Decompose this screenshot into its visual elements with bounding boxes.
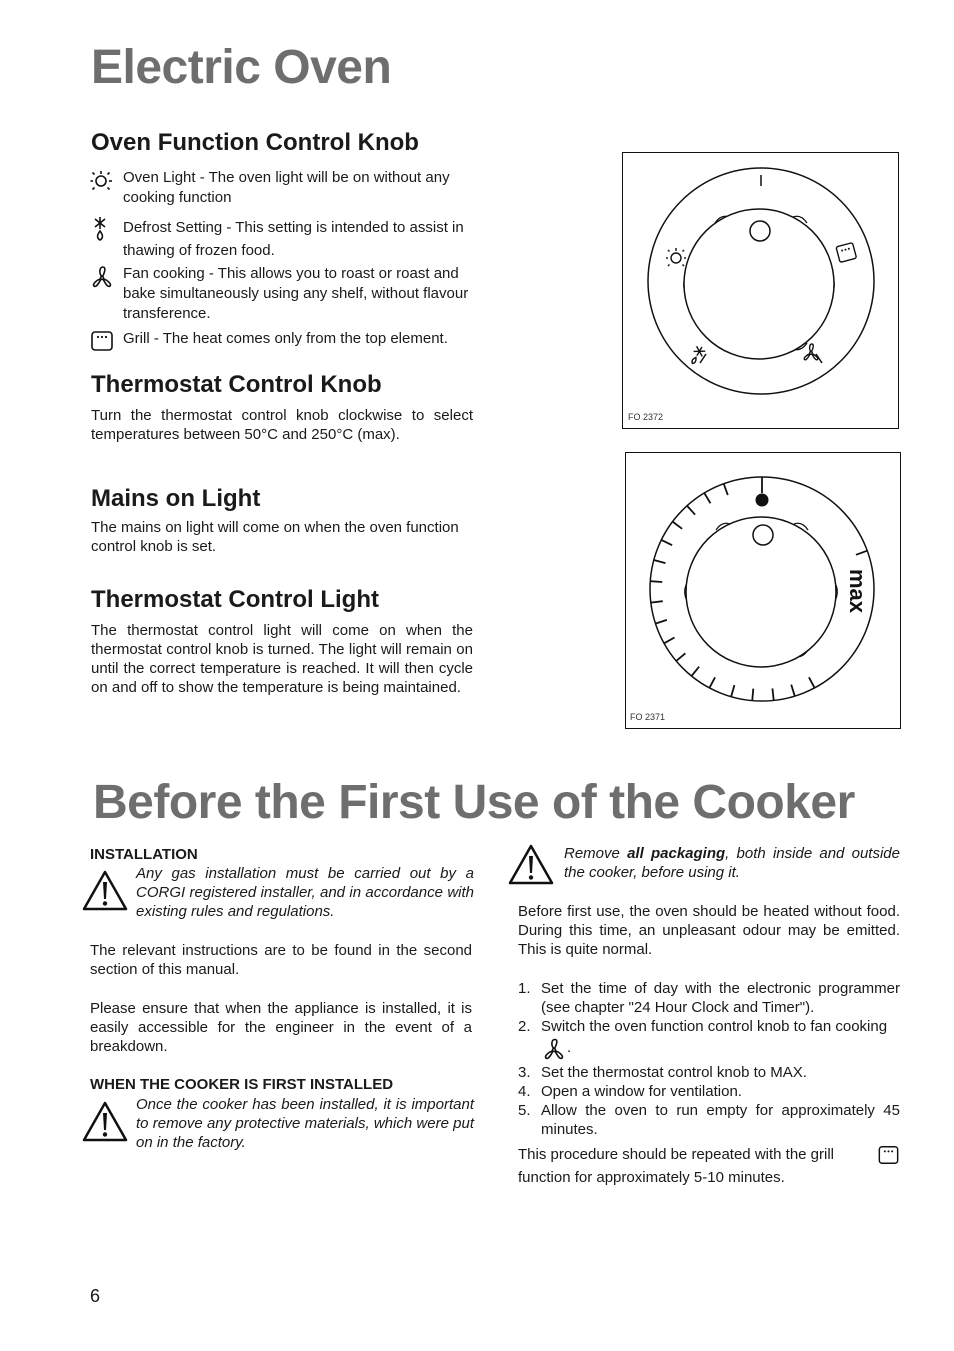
dial-tick bbox=[655, 620, 666, 624]
heading-first-installed: WHEN THE COOKER IS FIRST INSTALLED bbox=[90, 1076, 394, 1093]
dial-tick bbox=[731, 685, 734, 697]
packaging-warning-bold: all packaging bbox=[627, 845, 726, 862]
grill-icon bbox=[877, 1144, 900, 1166]
installation-warning-text: Any gas installation must be carried out by a CORGI registered installer, and in accordance with existing rules and regulations. bbox=[136, 865, 474, 920]
warning-icon bbox=[82, 870, 128, 912]
packaging-warning-before: Remove bbox=[564, 845, 628, 862]
installation-para1: The relevant instructions are to be found in the second section of this manual. bbox=[90, 942, 472, 978]
heading-thermostat-knob: Thermostat Control Knob bbox=[91, 371, 382, 398]
step-text: Set the time of day with the electronic programmer (see chapter "24 Hour Clock and Timer"). bbox=[541, 980, 900, 1016]
first-use-steps bbox=[518, 979, 900, 1139]
step-item bbox=[518, 1101, 900, 1139]
dial-tick bbox=[676, 653, 685, 661]
dial-tick bbox=[791, 685, 795, 696]
dial-tick bbox=[752, 689, 753, 701]
heading-installation: INSTALLATION bbox=[90, 846, 198, 863]
figure-function-knob bbox=[622, 152, 899, 429]
step2-suffix: . bbox=[567, 1038, 572, 1056]
packaging-warning-after: , both inside and outside the cooker, before using it. bbox=[564, 845, 900, 881]
step-number: 3. bbox=[518, 1064, 531, 1081]
oven-light-icon bbox=[90, 168, 114, 192]
function-item-text: Defrost Setting - This setting is intended to assist in thawing of frozen food. bbox=[123, 219, 464, 259]
packaging-warning bbox=[508, 844, 900, 886]
figure-thermostat-knob bbox=[625, 452, 901, 729]
function-item-fan bbox=[90, 264, 474, 326]
step-text: Allow the oven to run empty for approximately 45 minutes. bbox=[541, 1102, 900, 1138]
step-text: Switch the oven function control knob to fan cooking bbox=[541, 1018, 888, 1035]
grill-icon bbox=[90, 329, 114, 353]
first-installed-warning bbox=[82, 1095, 474, 1155]
page-title-before-first-use: Before the First Use of the Cooker bbox=[93, 776, 855, 829]
step-item bbox=[518, 1063, 900, 1082]
heading-thermostat-light: Thermostat Control Light bbox=[91, 586, 379, 613]
defrost-icon bbox=[90, 216, 114, 242]
step-item bbox=[518, 1017, 900, 1063]
figure-code-label: FO 2371 bbox=[630, 712, 666, 722]
dial-tick bbox=[650, 581, 662, 582]
dial-tick bbox=[654, 560, 666, 563]
dial-tick bbox=[664, 637, 674, 643]
step-item bbox=[518, 979, 900, 1017]
packaging-warning-text bbox=[564, 844, 900, 882]
step-number: 4. bbox=[518, 1083, 531, 1100]
installation-warning bbox=[82, 864, 474, 924]
dial-tick bbox=[704, 493, 710, 503]
dial-tick bbox=[692, 667, 700, 676]
dial-tick bbox=[809, 677, 815, 688]
dial-tick bbox=[661, 540, 672, 545]
step-text: Open a window for ventilation. bbox=[541, 1083, 742, 1100]
step-number: 1. bbox=[518, 980, 531, 997]
thermostat-light-text: The thermostat control light will come on when the thermostat control knob is turned. The light will remain on until the correct temperature is reached. It will then cycle on and off to show the temperature is being maintained. bbox=[91, 622, 473, 696]
function-item-grill bbox=[90, 329, 474, 353]
thermostat-knob-text: Turn the thermostat control knob clockwise to select temperatures between 50°C and 250°C (max). bbox=[91, 407, 473, 443]
dial-tick bbox=[724, 484, 728, 495]
mains-light-text: The mains on light will come on when the oven function control knob is set. bbox=[91, 519, 459, 555]
repeat-para-before: This procedure should be repeated with the grill bbox=[518, 1146, 835, 1163]
figure-code-label: FO 2372 bbox=[628, 412, 664, 422]
dial-tick bbox=[651, 601, 663, 602]
page-title-electric-oven: Electric Oven bbox=[91, 41, 392, 94]
installation-para2: Please ensure that when the appliance is installed, it is easily accessible for the engineer in the event of a breakdown. bbox=[90, 1000, 472, 1055]
dial-tick bbox=[709, 677, 715, 688]
first-installed-warning-text: Once the cooker has been installed, it is important to remove any protective materials, which were put on in the factory. bbox=[136, 1096, 474, 1151]
dial-tick bbox=[856, 551, 867, 555]
fan-icon bbox=[541, 1038, 567, 1060]
function-item-oven-light bbox=[90, 168, 474, 210]
step-text: Set the thermostat control knob to MAX. bbox=[541, 1064, 807, 1081]
dial-tick bbox=[772, 688, 773, 700]
function-item-text: Oven Light - The oven light will be on without any cooking function bbox=[123, 169, 450, 206]
function-item-text: Grill - The heat comes only from the top element. bbox=[123, 330, 448, 347]
function-item-text: Fan cooking - This allows you to roast or roast and bake simultaneously using any shelf, without flavour transference. bbox=[123, 265, 469, 322]
first-use-para: Before first use, the oven should be heated without food. During this time, an unpleasant odour may be emitted. This is quite normal. bbox=[518, 903, 900, 958]
max-label: max bbox=[845, 569, 870, 614]
function-item-defrost bbox=[90, 216, 474, 260]
repeat-para-after: function for approximately 5-10 minutes. bbox=[518, 1169, 785, 1186]
heading-mains-light: Mains on Light bbox=[91, 485, 261, 512]
warning-icon bbox=[508, 844, 554, 886]
dial-tick bbox=[687, 506, 695, 515]
dial-tick bbox=[673, 522, 683, 529]
repeat-para bbox=[518, 1143, 900, 1189]
warning-icon bbox=[82, 1101, 128, 1143]
step-number: 5. bbox=[518, 1102, 531, 1119]
heading-function-knob: Oven Function Control Knob bbox=[91, 129, 419, 156]
step-item bbox=[518, 1082, 900, 1101]
step-number: 2. bbox=[518, 1018, 531, 1035]
page-number: 6 bbox=[90, 1286, 101, 1306]
fan-icon bbox=[90, 264, 114, 288]
